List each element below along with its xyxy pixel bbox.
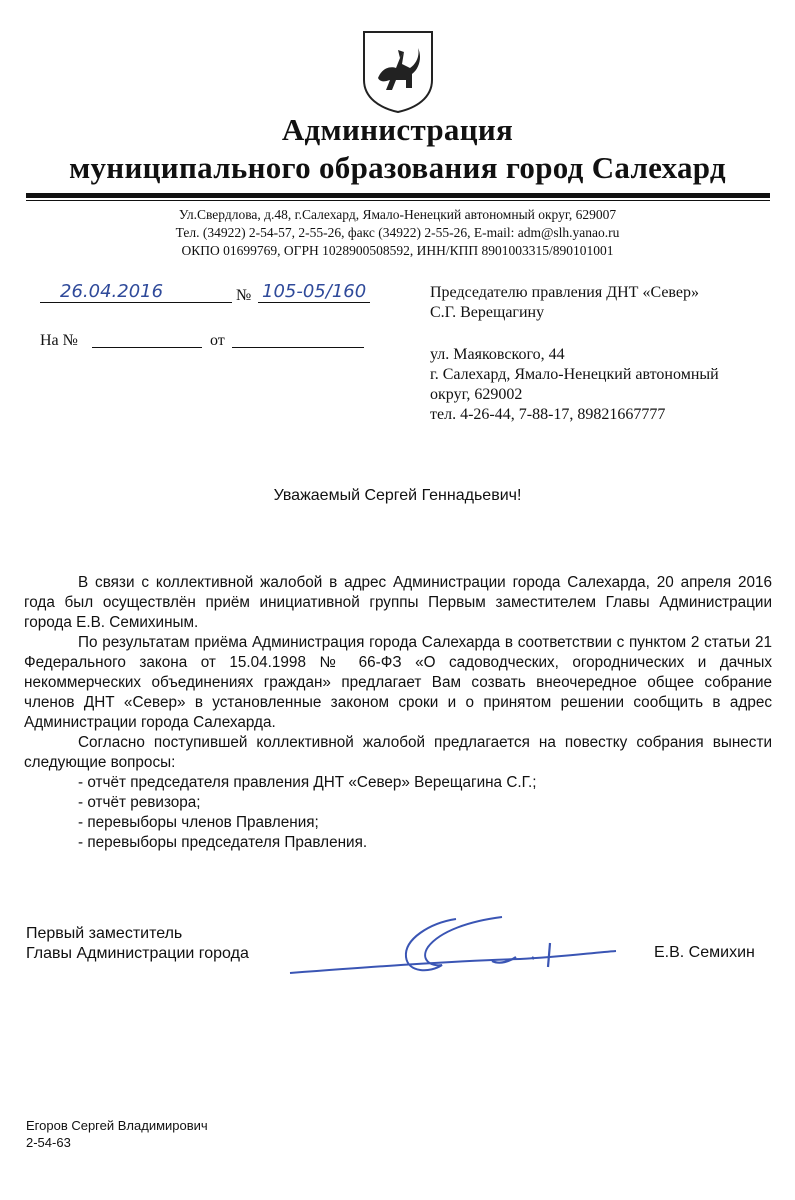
header-rule-thin bbox=[26, 200, 770, 201]
agenda-item: - перевыборы председателя Правления. bbox=[78, 834, 368, 851]
recipient-phones: тел. 4-26-44, 7-88-17, 89821667777 bbox=[430, 406, 666, 423]
executor-info bbox=[26, 1117, 208, 1151]
requisites-line: ОКПО 01699769, ОГРН 1028900508592, ИНН/КПП 8901003315/890101001 bbox=[181, 243, 614, 258]
date-underline bbox=[40, 302, 232, 303]
handwritten-signature bbox=[280, 895, 620, 990]
paragraph-3: Согласно поступившей коллективной жалобой предлагается на повестку собрания вынести следующие вопросы: bbox=[24, 734, 772, 771]
contacts-line: Тел. (34922) 2-54-57, 2-55-26, факс (34922) 2-55-26, E-mail: adm@slh.yanao.ru bbox=[175, 225, 620, 240]
paragraph-1: В связи с коллективной жалобой в адрес Администрации города Салехарда, 20 апреля 2016 года был осуществлён приём инициативной группы Первым заместителем Главы Администрации города Е.В. Семихиным. bbox=[24, 574, 772, 631]
agenda-item: - отчёт председателя правления ДНТ «Север» Верещагина С.Г.; bbox=[78, 774, 537, 791]
recipient-title: Председателю правления ДНТ «Север» bbox=[430, 284, 699, 301]
ref-from-label: от bbox=[210, 332, 225, 349]
address-line: Ул.Свердлова, д.48, г.Салехард, Ямало-Ненецкий автономный округ, 629007 bbox=[178, 207, 617, 222]
ref-date-underline bbox=[232, 347, 364, 348]
org-title-line1: Администрация bbox=[281, 112, 514, 147]
agenda-item: - отчёт ревизора; bbox=[78, 794, 201, 811]
recipient-name: С.Г. Верещагину bbox=[430, 304, 545, 321]
number-underline bbox=[258, 302, 370, 303]
recipient-city: г. Салехард, Ямало-Ненецкий автономный bbox=[430, 366, 719, 383]
signatory-position bbox=[26, 924, 249, 964]
coat-of-arms-fox-icon bbox=[360, 28, 436, 114]
position-line-2: Главы Администрации города bbox=[26, 945, 249, 962]
ref-label: На № bbox=[40, 332, 78, 349]
executor-phone: 2-54-63 bbox=[26, 1135, 71, 1150]
header-rule bbox=[26, 193, 770, 198]
org-title-line2: муниципального образования город Салехард bbox=[69, 150, 726, 185]
paragraph-2: По результатам приёма Администрация города Салехарда в соответствии с пунктом 2 статьи 21 Федерального закона от 15.04.1998 № 66-ФЗ «О садоводческих, огороднических и дачных некоммерческих объединениях граждан» предлагает Вам созвать внеочередное общее собрание членов ДНТ «Север» в установленные законом сроки и о принятом решении сообщить в адрес Администрации города Салехарда. bbox=[24, 634, 772, 731]
recipient-street: ул. Маяковского, 44 bbox=[430, 346, 565, 363]
ref-number-underline bbox=[92, 347, 202, 348]
position-line-1: Первый заместитель bbox=[26, 925, 183, 942]
executor-name: Егоров Сергей Владимирович bbox=[26, 1118, 208, 1133]
letter-body bbox=[24, 573, 772, 853]
recipient-region: округ, 629002 bbox=[430, 386, 523, 403]
handwritten-number: 105-05/160 bbox=[262, 281, 367, 302]
agenda-item: - перевыборы членов Правления; bbox=[78, 814, 319, 831]
handwritten-date: 26.04.2016 bbox=[60, 281, 164, 302]
number-sign: № bbox=[236, 287, 252, 304]
salutation: Уважаемый Сергей Геннадьевич! bbox=[273, 487, 522, 504]
signatory-name: Е.В. Семихин bbox=[654, 944, 755, 961]
